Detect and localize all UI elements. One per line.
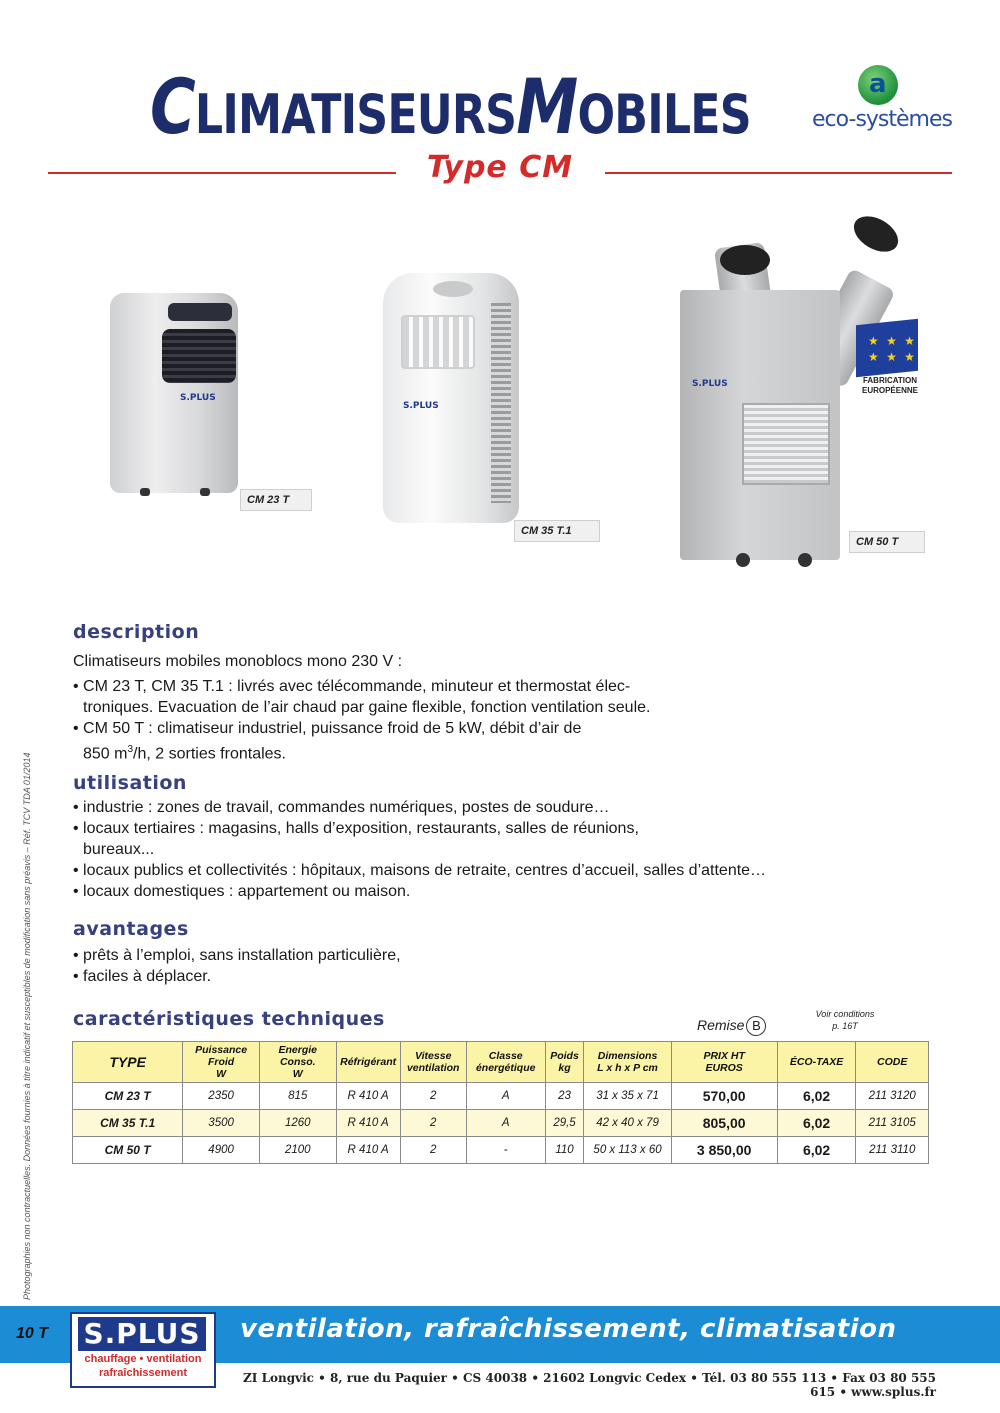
product-image-cm23: S.PLUS	[110, 293, 240, 498]
page-title	[150, 62, 751, 151]
table-row: CM 23 T 2350 815 R 410 A 2 A 23 31 x 35 x 71 570,00 6,02 211 3120	[73, 1083, 929, 1110]
table-row: CM 50 T 4900 2100 R 410 A 2 - 110 50 x 113 x 60 3 850,00 6,02 211 3110	[73, 1137, 929, 1164]
caption-cm35: CM 35 T.1	[514, 520, 600, 542]
eco-globe-icon: a	[858, 65, 898, 105]
title-rule-right	[605, 172, 952, 174]
spec-table	[72, 1041, 929, 1164]
utilisation-heading: utilisation	[73, 772, 187, 794]
product-image-cm35: S.PLUS	[383, 273, 523, 528]
product-image-cm50: S.PLUS	[680, 215, 910, 585]
utilisation-text: • industrie : zones de travail, commandes numériques, postes de soudure… • locaux tertiaires : magasins, halls d’exposition, restaurants, salles de réunions, bureaux... • locaux publics et collectivités : hôpitaux, maisons de retraite, centres d’accueil, salles d’attente… • locaux domestiques : appartement ou maison.	[73, 799, 767, 900]
page-subtitle: Type CM	[426, 150, 574, 185]
title-word-2: OBILES	[577, 83, 751, 146]
legal-side-note: Photographies non contractuelles. Données fournies à titre indicatif et susceptibles de modification sans préavis – Réf. TCV TDA 01/2014	[22, 752, 32, 1300]
page-number: 10 T	[16, 1325, 49, 1342]
remise-label: Remise B	[697, 1016, 766, 1036]
title-cap-c: C	[150, 62, 195, 151]
title-rule-left	[48, 172, 396, 174]
description-heading: description	[73, 621, 200, 643]
eco-systemes-logo	[808, 65, 956, 135]
footer-tagline: ventilation, rafraîchissement, climatisation	[240, 1314, 897, 1344]
spec-table-header: TYPE Puissance Froid W Energie Conso. W Réfrigérant Vitesse ventilation Classe énergétique Poids kg Dimensions L x h x P cm PRIX HT EUROS ÉCO-TAXE CODE	[73, 1042, 929, 1083]
caption-cm50: CM 50 T	[849, 531, 925, 553]
eu-fabrication-badge: ★ ★ ★ ★ ★ ★ FABRICATION EUROPÉENNE	[850, 322, 930, 400]
table-row: CM 35 T.1 3500 1260 R 410 A 2 A 29,5 42 x 40 x 79 805,00 6,02 211 3105	[73, 1110, 929, 1137]
title-cap-m: M	[516, 62, 578, 151]
avantages-text: • prêts à l’emploi, sans installation particulière, • faciles à déplacer.	[73, 947, 401, 985]
footer-address: ZI Longvic • 8, rue du Paquier • CS 40038 • 21602 Longvic Cedex • Tél. 03 80 555 113 • Fax 03 80 555 615 • www.splus.fr	[243, 1371, 936, 1399]
voir-conditions: Voir conditions p. 16T	[815, 1009, 875, 1031]
remise-code-badge: B	[746, 1016, 766, 1036]
eu-flag-icon	[856, 319, 918, 378]
caracteristiques-heading: caractéristiques techniques	[73, 1008, 385, 1030]
splus-logo: S.PLUS chauffage • ventilation rafraîchissement	[70, 1312, 216, 1388]
caption-cm23: CM 23 T	[240, 489, 312, 511]
title-word-1: LIMATISEURS	[194, 83, 517, 146]
description-text: Climatiseurs mobiles monoblocs mono 230 V : • CM 23 T, CM 35 T.1 : livrés avec télécommande, minuteur et thermostat élec- troniques. Evacuation de l’air chaud par gaine flexible, fonction ventilation seule. • CM 50 T : climatiseur industriel, puissance froid de 5 kW, débit d’air de 850 $m^3/h$, 2 sorties frontales.	[73, 653, 651, 763]
avantages-heading: avantages	[73, 918, 189, 940]
eco-logo-text: eco-systèmes	[812, 107, 952, 132]
